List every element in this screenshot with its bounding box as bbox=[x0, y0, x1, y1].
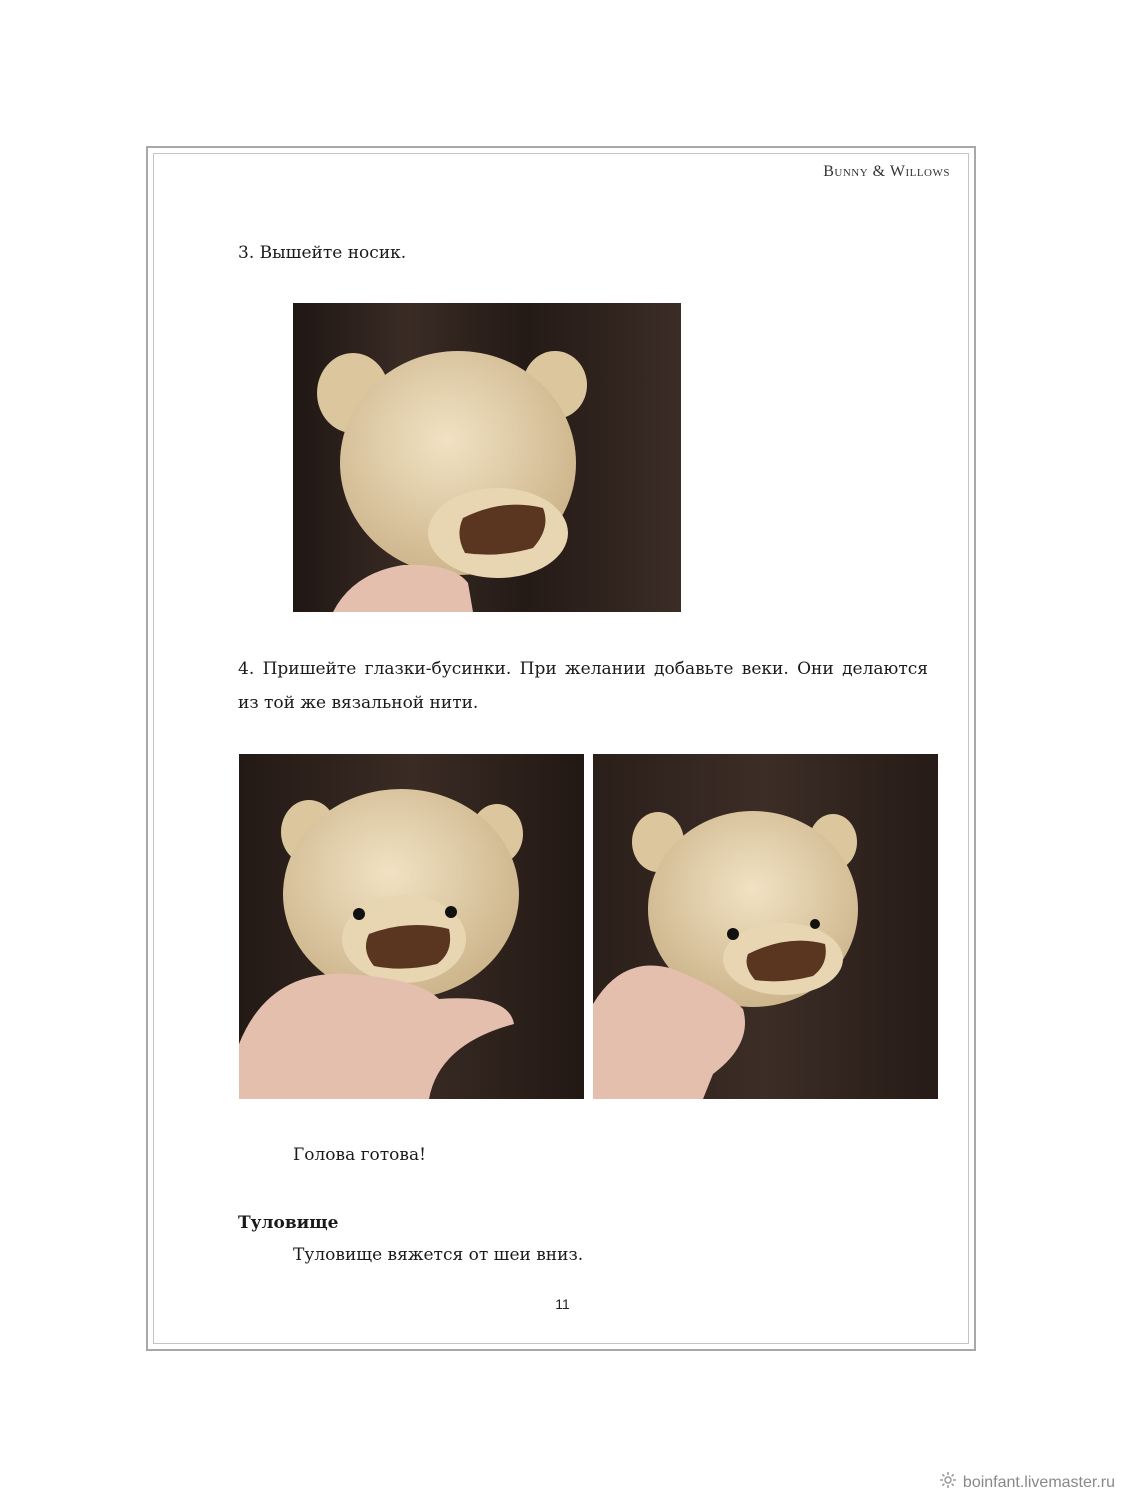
page-number: 11 bbox=[555, 1296, 570, 1312]
photo-bear-eyes-front bbox=[239, 754, 584, 1099]
section-title: Туловище bbox=[238, 1213, 339, 1233]
step-4-instruction bbox=[238, 652, 928, 720]
gear-flower-icon bbox=[939, 1471, 957, 1494]
step-3-text: Вышейте носик. bbox=[254, 243, 407, 263]
section-paragraph: Туловище вяжется от шеи вниз. bbox=[293, 1245, 584, 1265]
photo-bear-eyes-side bbox=[593, 754, 938, 1099]
header-brand: Bunny & Willows bbox=[823, 163, 950, 180]
photo-bear-nose bbox=[293, 303, 681, 612]
watermark bbox=[939, 1471, 1115, 1494]
step-3-number: 3. bbox=[238, 243, 255, 263]
step-4-text: Пришейте глазки-бусинки. При желании добавьте веки. Они делаются из той же вязальной нити. bbox=[238, 659, 928, 713]
head-done-caption: Голова готова! bbox=[293, 1145, 426, 1165]
watermark-text: boinfant.livemaster.ru bbox=[962, 1473, 1115, 1491]
step-3-instruction bbox=[238, 236, 406, 270]
step-4-number: 4. bbox=[238, 659, 255, 679]
